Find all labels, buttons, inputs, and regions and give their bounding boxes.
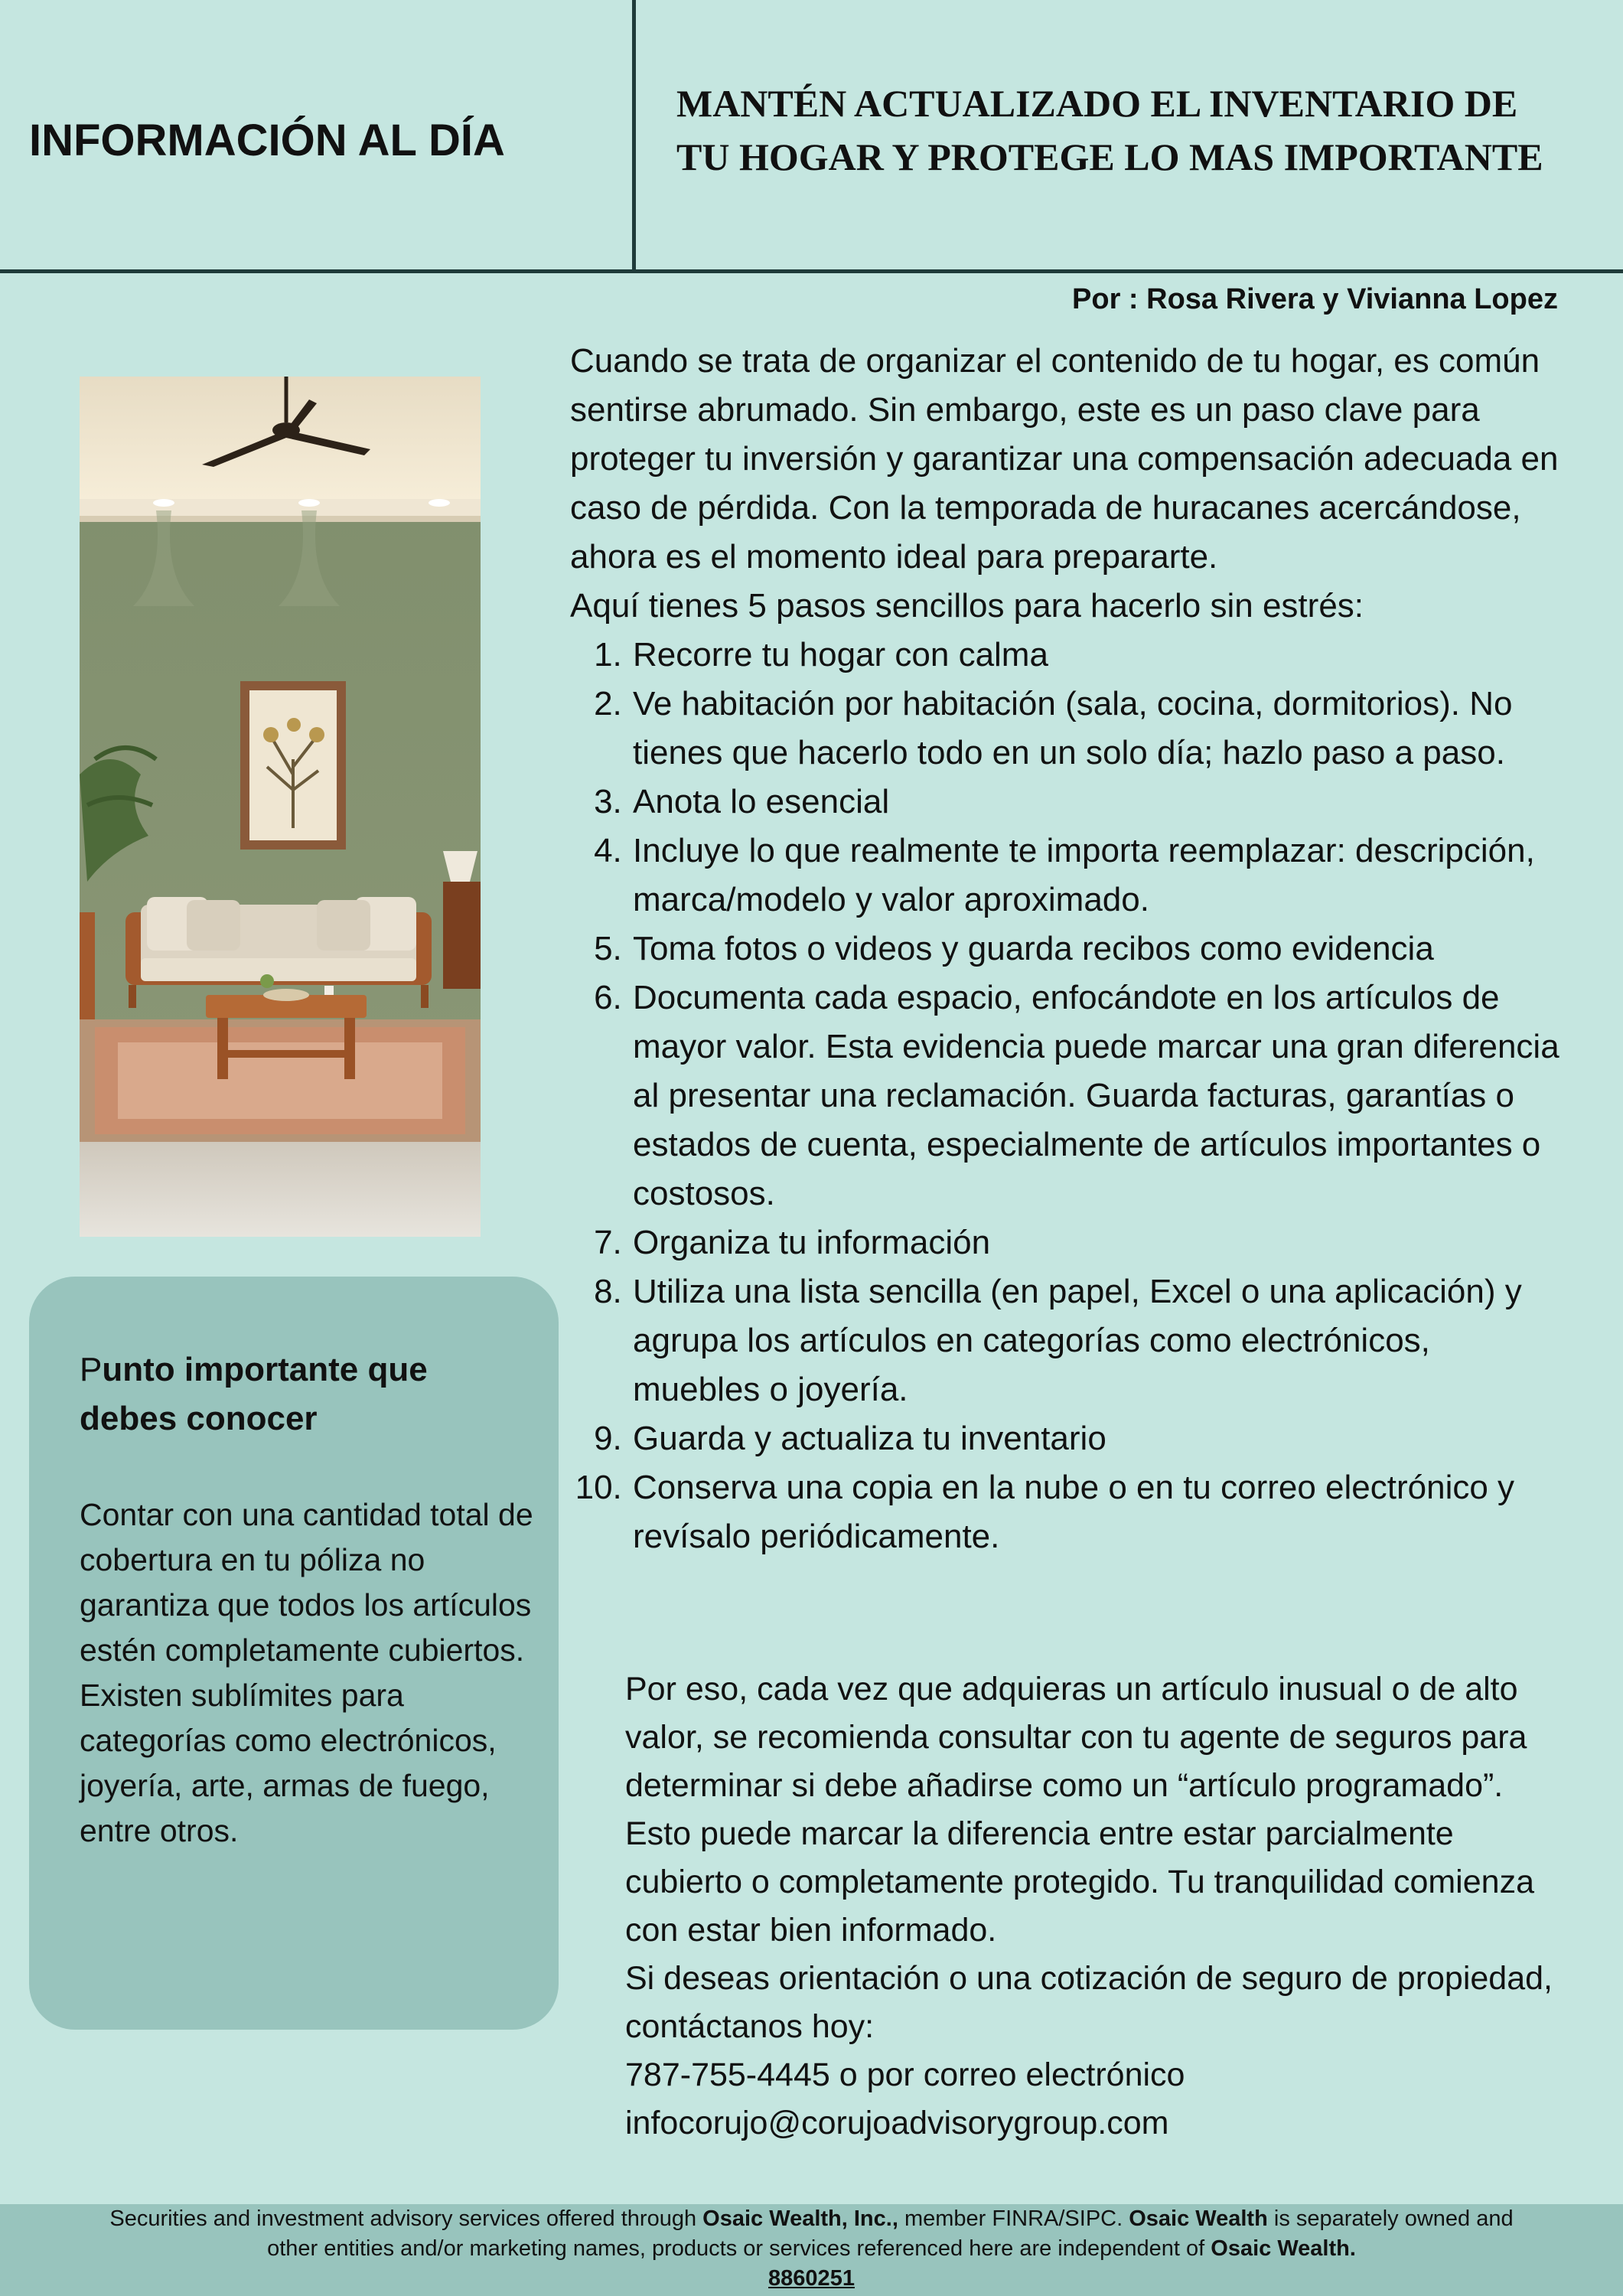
steps-lead: Aquí tienes 5 pasos sencillos para hacerlo sin estrés: (570, 587, 1364, 625)
compliance-code: 8860251 (768, 2266, 855, 2291)
note-title (80, 1345, 508, 1443)
list-item: 5. Toma fotos o videos y guarda recibos como evidencia (631, 925, 1565, 974)
disclosure-text: member FINRA/SIPC. (898, 2206, 1129, 2231)
closing-paragraph: Por eso, cada vez que adquieras un artículo inusual o de alto valor, se recomienda consultar con tu agente de seguros para determinar si debe añadirse como un “artículo programado”. Esto puede marcar la diferencia entre estar parcialmente cubierto o completamente protegido. Tu tranquilidad comienza con estar bien informado. (625, 1671, 1534, 1949)
phone-line: 787-755-4445 o por correo electrónico (625, 2056, 1185, 2093)
steps-list (570, 631, 1565, 1561)
note-title-rest: unto importante que debes conocer (80, 1351, 428, 1437)
disclosure-line-2 (0, 2234, 1623, 2264)
brand-name: Osaic Wealth. (1211, 2236, 1356, 2261)
brand-name: Osaic Wealth (1129, 2206, 1268, 2231)
contact-paragraph: Si deseas orientación o una cotización de seguro de propiedad, contáctanos hoy: (625, 1960, 1553, 2045)
list-item: 3. Anota lo esencial (631, 778, 1565, 827)
list-item: 8. Utiliza una lista sencilla (en papel, Excel o una aplicación) y agrupa los artículos en categorías como electrónicos, muebles o joyería. (631, 1267, 1565, 1414)
brand-name: Osaic Wealth, Inc., (702, 2206, 898, 2231)
important-note-box (29, 1277, 559, 2030)
disclosure-text: is separately owned and (1267, 2206, 1514, 2231)
disclosure-line-1 (0, 2204, 1623, 2234)
list-item: 6. Documenta cada espacio, enfocándote en los artículos de mayor valor. Esta evidencia puede marcar una gran diferencia al presentar una reclamación. Guarda facturas, garantías o estados de cuenta, especialmente de artículos importantes o costosos. (631, 974, 1565, 1218)
list-item: 4. Incluye lo que realmente te importa reemplazar: descripción, marca/modelo y valor aproximado. (631, 827, 1565, 925)
list-item: 1. Recorre tu hogar con calma (631, 631, 1565, 680)
article-body (570, 337, 1565, 1561)
disclosure-text: Securities and investment advisory services offered through (109, 2206, 703, 2231)
article-intro: Cuando se trata de organizar el contenido de tu hogar, es común sentirse abrumado. Sin embargo, este es un paso clave para proteger tu inversión y garantizar una compensación adecuada en caso de pérdida. Con la temporada de huracanes acercándose, ahora es el momento ideal para prepararte. (570, 342, 1559, 576)
article-headline (676, 77, 1595, 184)
list-item: 10. Conserva una copia en la nube o en tu correo electrónico y revísalo periódicamente. (631, 1463, 1565, 1561)
section-title: INFORMACIÓN AL DÍA (29, 116, 505, 165)
note-title-initial: P (80, 1351, 103, 1388)
header-divider (632, 0, 636, 269)
headline-line-2: TU HOGAR Y PROTEGE LO MAS IMPORTANTE (676, 135, 1543, 178)
living-room-photo (80, 377, 481, 1237)
masthead (0, 0, 1623, 273)
list-item: 7. Organiza tu información (631, 1218, 1565, 1267)
closing-section (625, 1665, 1566, 2148)
byline: Por : Rosa Rivera y Vivianna Lopez (1072, 283, 1558, 315)
living-room-icon (80, 377, 481, 1237)
disclosure-text: other entities and/or marketing names, products or services referenced here are independent of (267, 2236, 1211, 2261)
list-item: 9. Guarda y actualiza tu inventario (631, 1414, 1565, 1463)
headline-line-1: MANTÉN ACTUALIZADO EL INVENTARIO DE (676, 82, 1518, 125)
email-link[interactable]: infocorujo@corujoadvisorygroup.com (625, 2105, 1169, 2141)
list-item: 2. Ve habitación por habitación (sala, cocina, dormitorios). No tienes que hacerlo todo en un solo día; hazlo paso a paso. (631, 680, 1565, 778)
disclosure-footer (0, 2204, 1623, 2296)
note-body: Contar con una cantidad total de cobertura en tu póliza no garantiza que todos los artículos estén completamente cubiertos. Existen sublímites para categorías como electrónicos, joyería, arte, armas de fuego, entre otros. (80, 1497, 533, 1848)
